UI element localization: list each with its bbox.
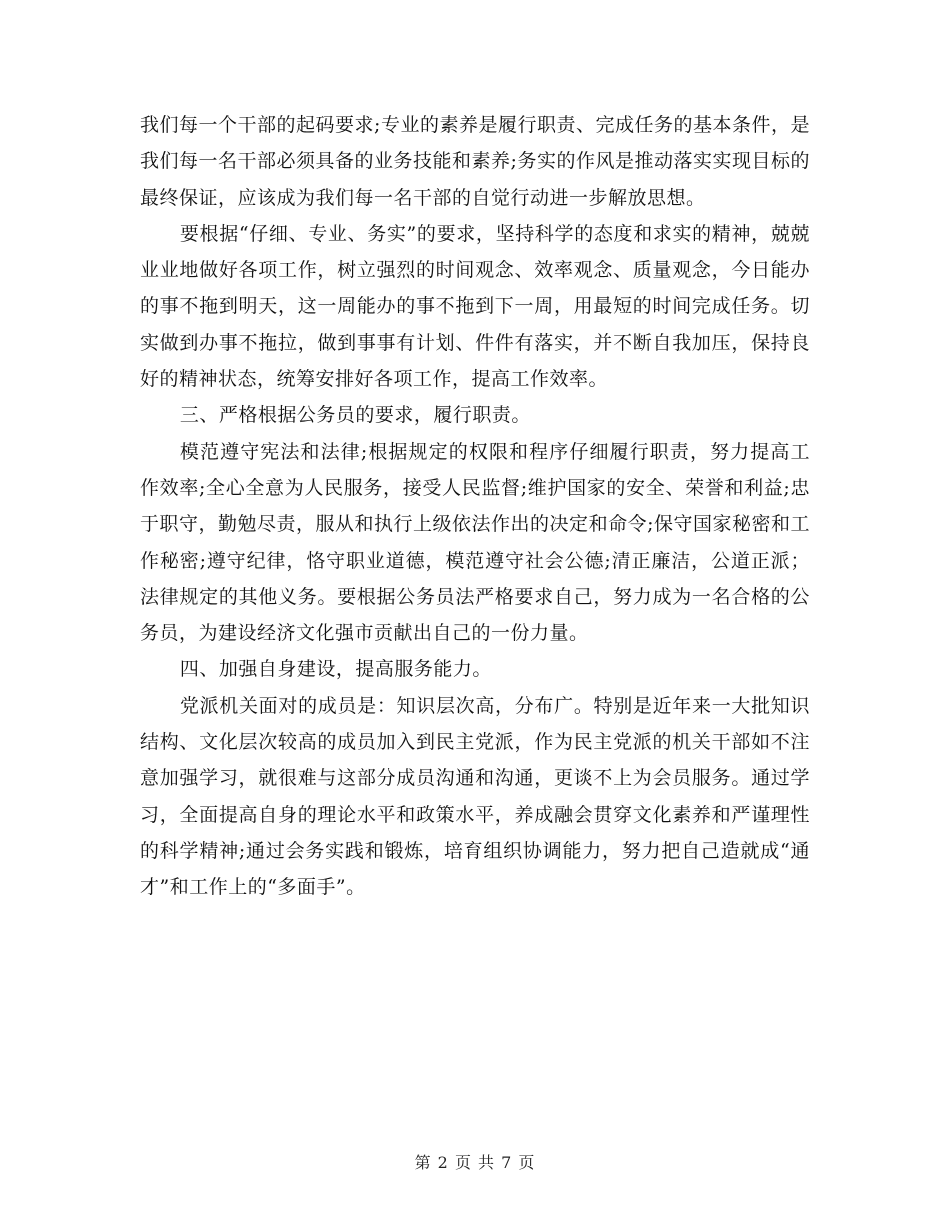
paragraph-self-improvement: 党派机关面对的成员是：知识层次高，分布广。特别是近年来一大批知识结构、文化层次较高的成员加入到民主党派，作为民主党派的机关干部如不注意加强学习，就很难与这部分成员沟通和沟通，更谈不上为会员服务。通过学习，全面提高自身的理论水平和政策水平，养成融会贯穿文化素养和严谨理性的科学精神;通过会务实践和锻炼，培育组织协调能力，努力把自己造就成“通才”和工作上的“多面手”。	[140, 694, 810, 899]
page-number-footer: 第 2 页 共 7 页	[414, 1153, 536, 1172]
paragraph-continuation: 我们每一个干部的起码要求;专业的素养是履行职责、完成任务的基本条件，是我们每一名干部必须具备的业务技能和素养;务实的作风是推动落实实现目标的最终保证，应该成为我们每一名干部的自觉行动进一步解放思想。	[140, 114, 810, 209]
paragraph-work-style: 要根据“仔细、专业、务实”的要求，坚持科学的态度和求实的精神，兢兢业业地做好各项工作，树立强烈的时间观念、效率观念、质量观念，今日能办的事不拖到明天，这一周能办的事不拖到下一周，用最短的时间完成任务。切实做到办事不拖拉，做到事事有计划、件件有落实，并不断自我加压，保持良好的精神状态，统筹安排好各项工作，提高工作效率。	[140, 222, 810, 391]
paragraph-civil-servant-duties: 模范遵守宪法和法律;根据规定的权限和程序仔细履行职责，努力提高工作效率;全心全意为人民服务，接受人民监督;维护国家的安全、荣誉和利益;忠于职守，勤勉尽责，服从和执行上级依法作出的决定和命令;保守国家秘密和工作秘密;遵守纪律，恪守职业道德，模范遵守社会公德;清正廉洁，公道正派；法律规定的其他义务。要根据公务员法严格要求自己，努力成为一名合格的公务员，为建设经济文化强市贡献出自己的一份力量。	[140, 440, 810, 645]
section-heading-three: 三、严格根据公务员的要求，履行职责。	[179, 404, 531, 427]
section-heading-four: 四、加强自身建设，提高服务能力。	[179, 658, 492, 681]
document-body	[140, 107, 810, 906]
